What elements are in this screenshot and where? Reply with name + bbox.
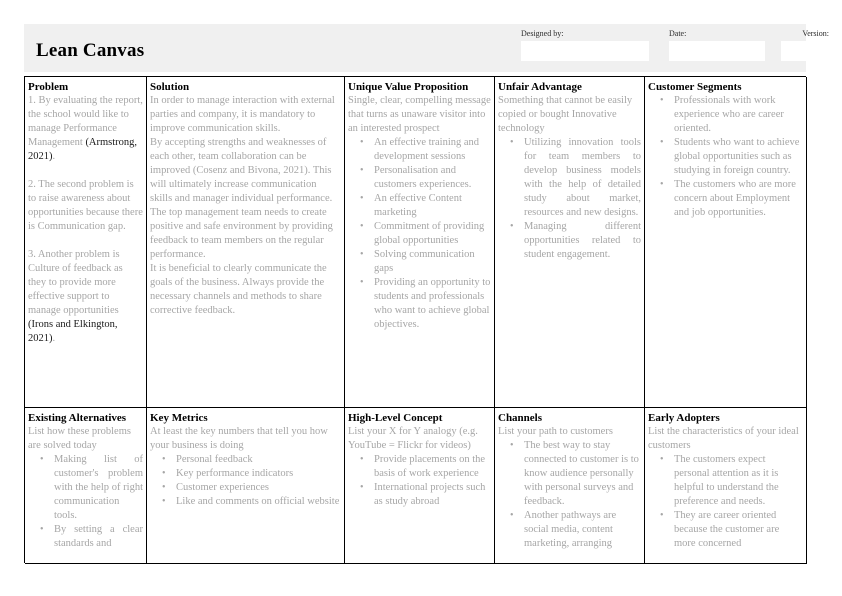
existing-alternatives-list	[28, 453, 143, 551]
designed-by-label: Designed by:	[521, 29, 564, 38]
cell-body-unfair-advantage	[498, 94, 641, 262]
high-level-concept-list	[348, 453, 491, 509]
early-adopters-list	[648, 453, 803, 551]
list-item: • Like and comments on official website	[176, 495, 341, 509]
problem-paragraph-1: 1. By evaluating the report, the school would like to manage Performance Management	[28, 95, 143, 148]
cell-title-customer-segments: Customer Segments	[648, 81, 742, 93]
list-item: • Professionals with work experience who are career oriented.	[674, 94, 803, 136]
canvas-cell-existing-alternatives[interactable]	[25, 408, 146, 564]
list-item: • Commitment of providing global opportunities	[374, 220, 491, 248]
solution-paragraph-1: In order to manage interaction with external parties and company, it is mandatory to improve communication skills.	[150, 95, 335, 134]
existing-alternatives-intro: List how these problems are solved today	[28, 426, 131, 451]
canvas-cell-channels[interactable]	[495, 408, 644, 564]
list-item: • The customers who are more concern about Employment and job opportunities.	[674, 178, 803, 220]
canvas-column-customer-segments	[645, 77, 807, 564]
cell-title-high-level-concept: High-Level Concept	[348, 412, 443, 424]
uvp-list	[348, 136, 491, 332]
cell-body-unique-value-proposition	[348, 94, 491, 332]
canvas-cell-unique-value-proposition[interactable]	[345, 77, 494, 408]
list-item: • The customers expect personal attention as it is helpful to understand the preference and needs.	[674, 453, 803, 509]
list-item: • An effective Content marketing	[374, 192, 491, 220]
channels-list	[498, 439, 641, 551]
list-item: • They are career oriented because the customer are more concerned	[674, 509, 803, 551]
canvas-cell-key-metrics[interactable]	[147, 408, 344, 564]
version-label: Version:	[802, 29, 829, 38]
list-item: • Utilizing innovation tools for team members to develop business models with the help of detailed study about market, resources and new designs.	[524, 136, 641, 220]
cell-body-early-adopters	[648, 425, 803, 551]
list-item: • Customer experiences	[176, 481, 341, 495]
list-item: • International projects such as study abroad	[374, 481, 491, 509]
cell-title-key-metrics: Key Metrics	[150, 412, 208, 424]
canvas-cell-solution[interactable]	[147, 77, 344, 408]
list-item: • Personal feedback	[176, 453, 341, 467]
cell-title-channels: Channels	[498, 412, 543, 424]
canvas-cell-early-adopters[interactable]	[645, 408, 806, 564]
page-title: Lean Canvas	[36, 40, 145, 61]
unfair-advantage-list	[498, 136, 641, 262]
cell-title-early-adopters: Early Adopters	[648, 412, 720, 424]
uvp-intro: Single, clear, compelling message that turns as unaware visitor into an interested prospect	[348, 95, 491, 134]
canvas-column-solution	[147, 77, 345, 564]
solution-paragraph-4: It is beneficial to clearly communicate the goals of the business. Always provide the necessary channels and methods to share corrective feedback.	[150, 263, 327, 316]
solution-paragraph-2: By accepting strengths and weaknesses of each other, team collaboration can be improved (Cosenz and Bivona, 2021). This will ultimately increase communication skills and manager individual performance.	[150, 137, 333, 204]
problem-paragraph-3: 3. Another problem is Culture of feedback as they to provide more effective support to manage opportunities	[28, 249, 123, 316]
designed-by-group	[521, 29, 649, 61]
canvas-cell-unfair-advantage[interactable]	[495, 77, 644, 408]
version-group	[781, 29, 829, 61]
list-item: • Personalisation and customers experiences.	[374, 164, 491, 192]
canvas-column-problem	[25, 77, 147, 564]
date-input[interactable]	[669, 41, 765, 61]
list-item: • Making list of customer's problem with the help of right communication tools.	[54, 453, 143, 523]
key-metrics-list	[150, 453, 341, 509]
cell-body-problem	[28, 94, 143, 346]
cell-title-unique-value-proposition: Unique Value Proposition	[348, 81, 469, 93]
list-item: • The best way to stay connected to customer is to know audience personally with personal surveys and feedback.	[524, 439, 641, 509]
canvas-column-unique-value-proposition	[345, 77, 495, 564]
canvas-column-unfair-advantage	[495, 77, 645, 564]
cell-body-channels	[498, 425, 641, 551]
list-item: • By setting a clear standards and	[54, 523, 143, 551]
problem-paragraph-2: 2. The second problem is to raise awareness about opportunities because there is Communication gap.	[28, 179, 143, 232]
cell-body-key-metrics	[150, 425, 341, 509]
date-group	[669, 29, 765, 61]
cell-body-high-level-concept	[348, 425, 491, 509]
solution-paragraph-3: The top management team needs to create positive and safe environment by providing feedback to team members on the regular performance.	[150, 207, 333, 260]
canvas-cell-high-level-concept[interactable]	[345, 408, 494, 564]
date-label: Date:	[669, 29, 687, 38]
list-item: • Provide placements on the basis of work experience	[374, 453, 491, 481]
list-item: • Managing different opportunities related to student engagement.	[524, 220, 641, 262]
key-metrics-intro: At least the key numbers that tell you how your business is doing	[150, 426, 328, 451]
problem-citation-3: (Irons and Elkington, 2021)	[28, 319, 118, 344]
customer-segments-list	[648, 94, 803, 220]
list-item: • An effective training and development sessions	[374, 136, 491, 164]
canvas-cell-problem[interactable]	[25, 77, 146, 408]
lean-canvas-grid	[24, 76, 806, 563]
problem-citation-1: (Armstrong, 2021)	[28, 137, 138, 162]
channels-intro: List your path to customers	[498, 426, 613, 437]
list-item: • Another pathways are social media, content marketing, arranging	[524, 509, 641, 551]
cell-title-unfair-advantage: Unfair Advantage	[498, 81, 582, 93]
cell-body-customer-segments	[648, 94, 803, 220]
list-item: • Key performance indicators	[176, 467, 341, 481]
version-input[interactable]	[781, 41, 829, 61]
early-adopters-intro: List the characteristics of your ideal customers	[648, 426, 799, 451]
cell-body-existing-alternatives	[28, 425, 143, 551]
high-level-concept-intro: List your X for Y analogy (e.g. YouTube = Flickr for videos)	[348, 426, 478, 451]
list-item: • Students who want to achieve global opportunities such as studying in foreign country.	[674, 136, 803, 178]
problem-period-1: .	[52, 151, 56, 162]
canvas-cell-customer-segments[interactable]	[645, 77, 806, 408]
cell-body-solution	[150, 94, 341, 318]
cell-title-existing-alternatives: Existing Alternatives	[28, 412, 127, 424]
unfair-advantage-intro: Something that cannot be easily copied or bought Innovative technology	[498, 95, 633, 134]
canvas-header-band	[24, 24, 829, 72]
cell-title-problem: Problem	[28, 81, 69, 93]
designed-by-input[interactable]	[521, 41, 649, 61]
cell-title-solution: Solution	[150, 81, 190, 93]
list-item: • Solving communication gaps	[374, 248, 491, 276]
problem-period-3: .	[52, 333, 56, 344]
list-item: • Providing an opportunity to students and professionals who want to achieve global objectives.	[374, 276, 491, 332]
